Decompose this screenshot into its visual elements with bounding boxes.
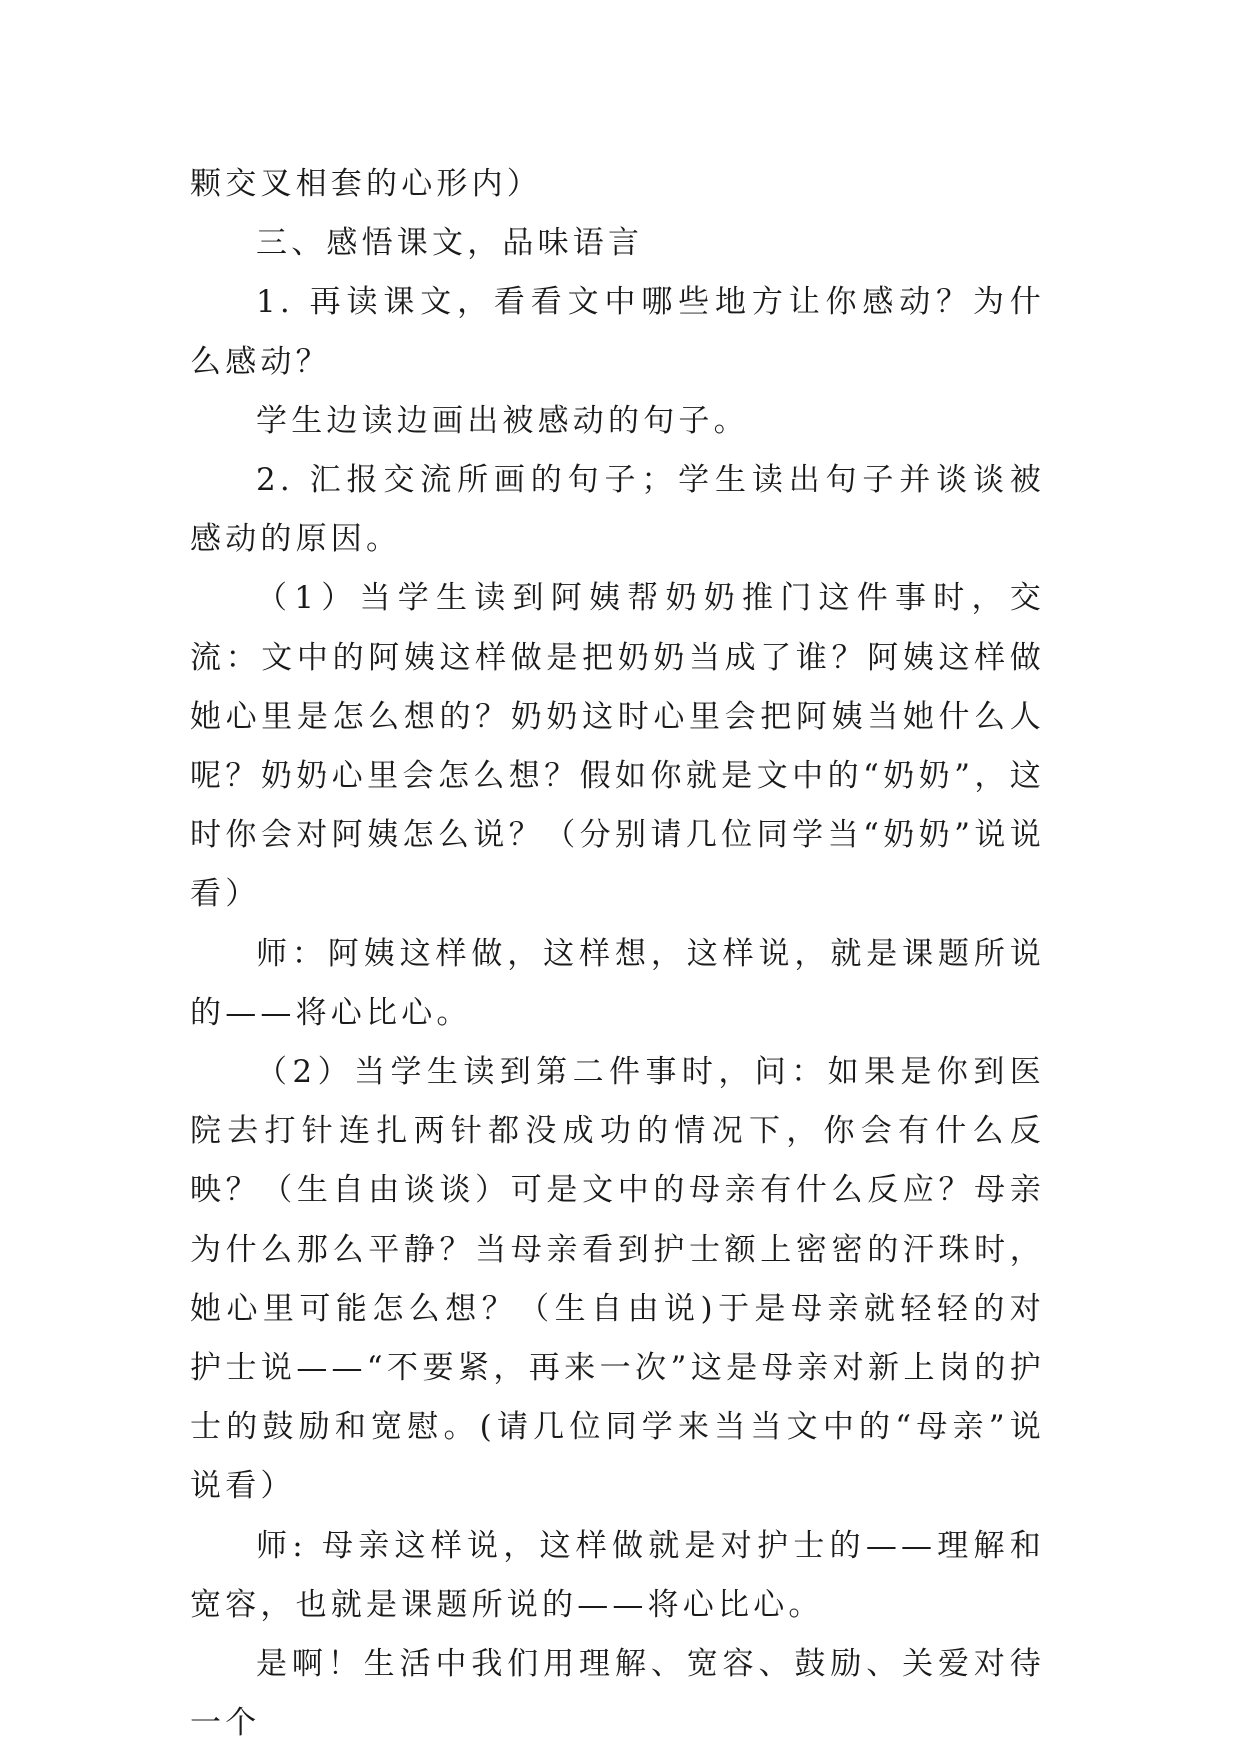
paragraph-continuation: 颗交叉相套的心形内） xyxy=(190,166,542,202)
document-body xyxy=(190,155,1045,1753)
paragraph-student-activity: 学生边读边画出被感动的句子。 xyxy=(256,402,749,439)
paragraph-teacher-remark-2: 师: 母亲这样说，这样做就是对护士的——理解和宽容，也就是课题所说的——将心比心。 xyxy=(190,1527,1045,1623)
section-heading: 三、感悟课文，品味语言 xyxy=(256,225,644,262)
paragraph-step-2: 2. 汇报交流所画的句子；学生读出句子并谈谈被感动的原因。 xyxy=(190,462,1045,558)
paragraph-closing: 是啊！生活中我们用理解、宽容、鼓励、关爱对待一个 xyxy=(190,1646,1045,1742)
paragraph-step-1: 1. 再读课文，看看文中哪些地方让你感动？为什么感动？ xyxy=(190,284,1045,380)
paragraph-case-2: （2）当学生读到第二件事时，问：如果是你到医院去打针连扎两针都没成功的情况下，你会有什么反映？（生自由谈谈）可是文中的母亲有什么反应？母亲为什么那么平静？当母亲看到护士额上密密的汗珠时，她心里可能怎么想？（生自由说)于是母亲就轻轻的对护士说——“不要紧，再来一次”这是母亲对新上岗的护士的鼓励和宽慰。(请几位同学来当当文中的“母亲”说说看） xyxy=(190,1054,1045,1505)
paragraph-teacher-remark-1: 师：阿姨这样做，这样想，这样说，就是课题所说的——将心比心。 xyxy=(190,935,1045,1031)
paragraph-case-1: （1）当学生读到阿姨帮奶奶推门这件事时，交流：文中的阿姨这样做是把奶奶当成了谁？阿姨这样做她心里是怎么想的？奶奶这时心里会把阿姨当她什么人呢？奶奶心里会怎么想？假如你就是文中的“奶奶”，这时你会对阿姨怎么说？（分别请几位同学当“奶奶”说说看） xyxy=(190,580,1045,913)
